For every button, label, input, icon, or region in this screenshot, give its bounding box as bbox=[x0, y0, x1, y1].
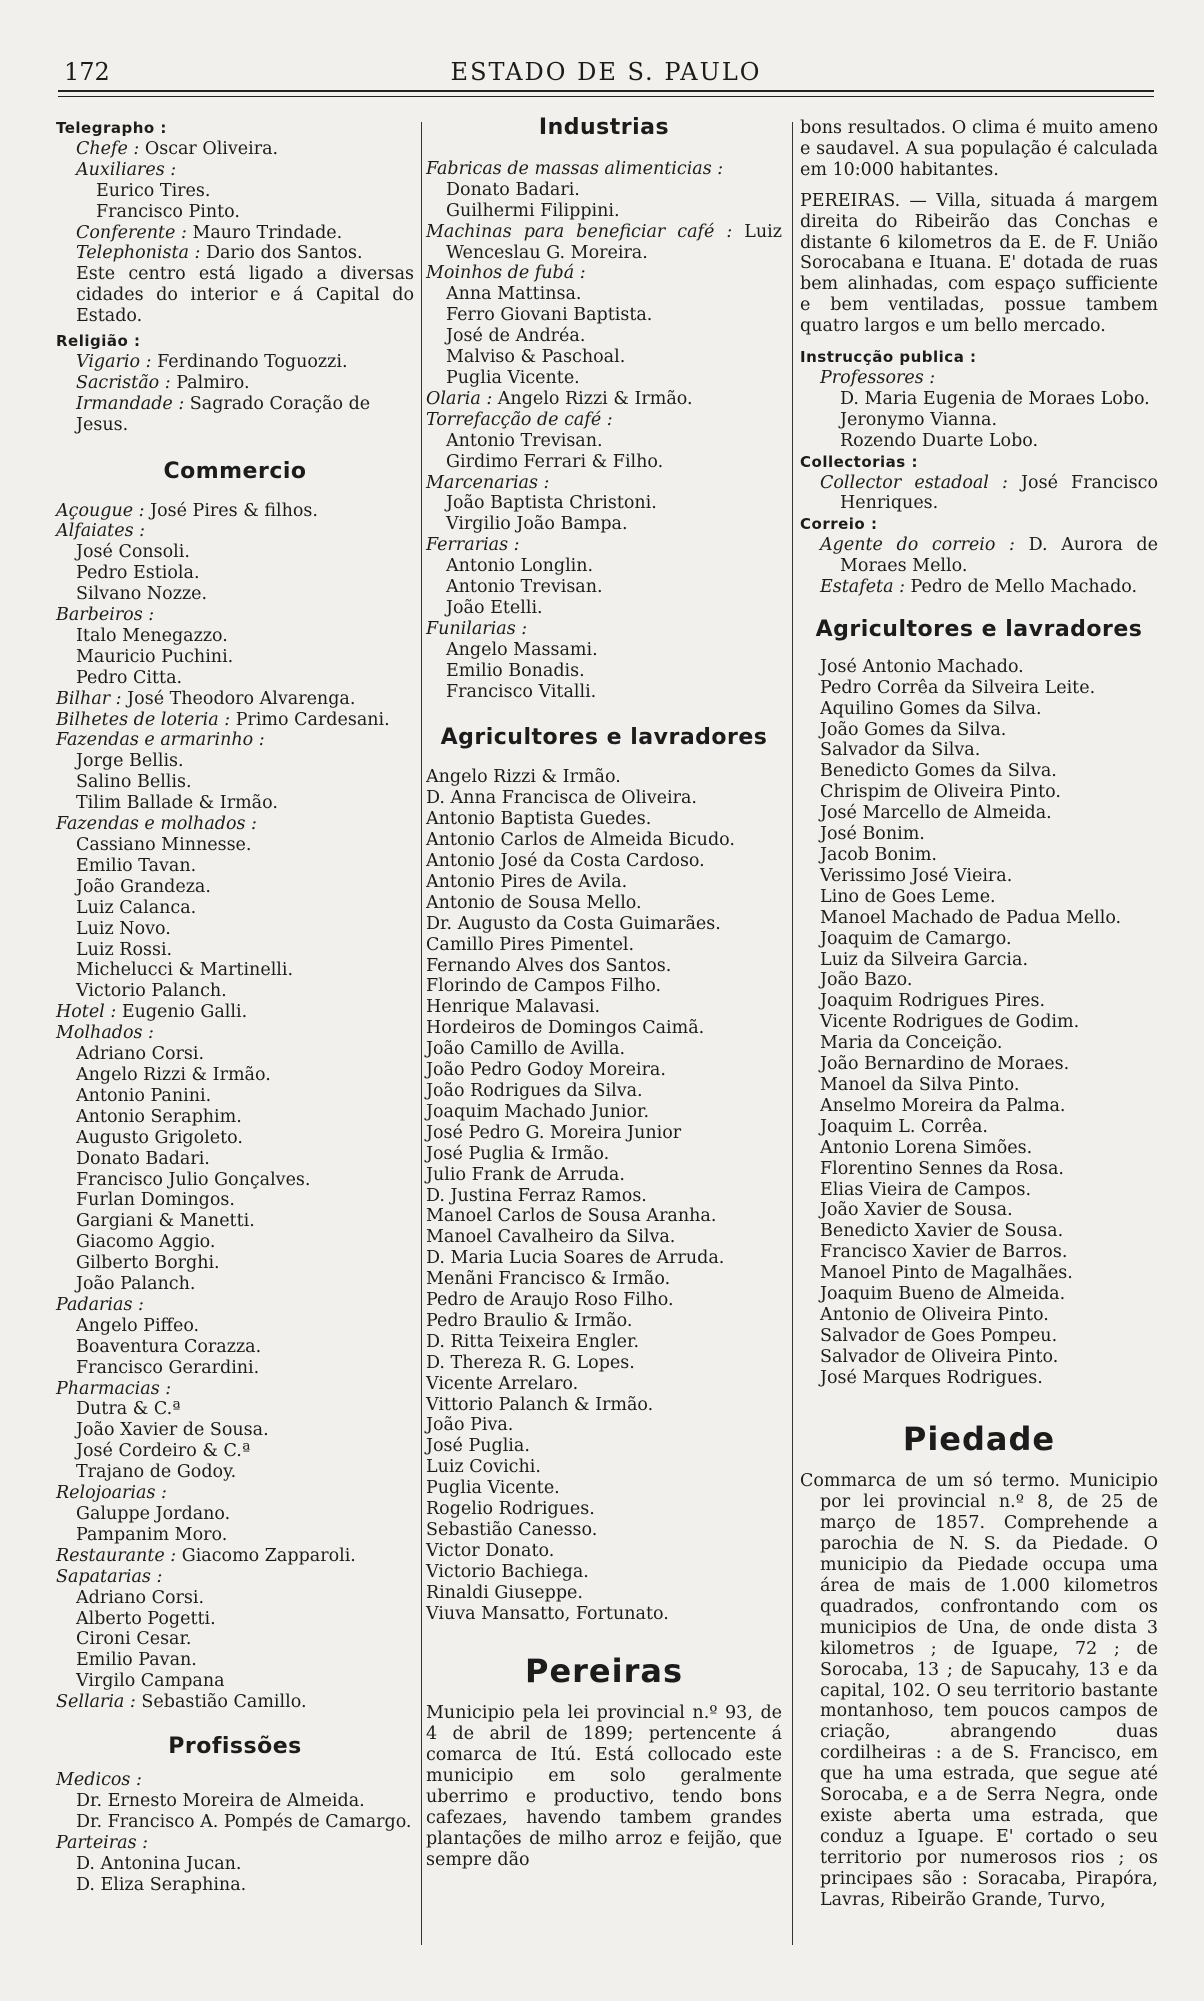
entry-hotel bbox=[56, 1002, 414, 1023]
label-medicos: Medicos : bbox=[56, 1769, 142, 1790]
list-agricultores bbox=[426, 767, 782, 1624]
label: Collector estadoal : bbox=[820, 472, 1008, 493]
label-sapatarias: Sapatarias : bbox=[56, 1566, 163, 1587]
label-auxiliares: Auxiliares : bbox=[76, 159, 177, 180]
list-item: Anna Mattinsa. bbox=[446, 284, 582, 305]
telegrapho-note: Este centro está ligado a diversas cidades do interior e á Capital do Estado. bbox=[76, 264, 414, 327]
label-torrefaccao: Torrefacção de café : bbox=[426, 409, 613, 430]
list-item: Salino Bellis. bbox=[76, 772, 192, 793]
list-item: João Etelli. bbox=[446, 597, 543, 618]
section-heading-religiao: Religião : bbox=[56, 332, 141, 351]
label-marcenarias: Marcenarias : bbox=[426, 472, 550, 493]
list-item: Rozendo Duarte Lobo. bbox=[840, 430, 1039, 451]
list-item: D. Maria Lucia Soares de Arruda. bbox=[426, 1248, 725, 1269]
list-item: Pedro Estiola. bbox=[76, 563, 200, 584]
list-item: Manoel Machado de Padua Mello. bbox=[820, 907, 1122, 928]
list-auxiliares bbox=[56, 181, 414, 223]
list-item: Victor Donato. bbox=[426, 1540, 555, 1561]
label: Açougue : bbox=[56, 500, 145, 521]
list-item: Luiz Novo. bbox=[76, 918, 171, 939]
list-item: João Grandeza. bbox=[76, 876, 211, 897]
list-item: Luiz Rossi. bbox=[76, 939, 173, 960]
list-item: Galuppe Jordano. bbox=[76, 1504, 231, 1524]
value: Sagrado Coração de Jesus. bbox=[76, 393, 371, 435]
list-item: José Consoli. bbox=[76, 542, 190, 563]
list-item: Guilhermi Filippini. bbox=[446, 200, 620, 221]
section-title-agricultores: Agricultores e lavradores bbox=[440, 725, 768, 751]
list-item: Benedicto Gomes da Silva. bbox=[820, 761, 1057, 782]
list-item: Pampanim Moro. bbox=[76, 1524, 228, 1545]
list-item: Furlan Domingos. bbox=[76, 1190, 235, 1211]
value: D. Aurora de Moraes Mello. bbox=[840, 535, 1158, 577]
list-item: Antonio de Sousa Mello. bbox=[426, 892, 642, 913]
entry-conferente bbox=[56, 223, 414, 244]
entry-agente bbox=[820, 535, 1158, 577]
list-item: José Marcello de Almeida. bbox=[820, 803, 1052, 824]
list-item: Lino de Goes Leme. bbox=[820, 886, 996, 907]
list-item: Giacomo Aggio. bbox=[76, 1232, 216, 1253]
list-item: Manoel Cavalheiro da Silva. bbox=[426, 1227, 676, 1248]
label: Bilhetes de loteria : bbox=[56, 709, 231, 730]
list-item: Manoel Pinto de Magalhães. bbox=[820, 1263, 1073, 1284]
list-item: Anselmo Moreira da Palma. bbox=[820, 1095, 1066, 1116]
list-item: Boaventura Corazza. bbox=[76, 1336, 262, 1357]
entry-chefe bbox=[56, 139, 414, 160]
list-item: Viuva Mansatto, Fortunato. bbox=[426, 1603, 669, 1624]
label: Sacristão : bbox=[76, 372, 171, 393]
list-marcenarias bbox=[426, 493, 782, 535]
list-moinhos bbox=[426, 284, 782, 389]
list-item: João Bernardino de Moraes. bbox=[820, 1054, 1070, 1075]
list-item: Jeronymo Vianna. bbox=[840, 409, 998, 430]
column-divider-2 bbox=[792, 122, 793, 1945]
list-item: Vittorio Palanch & Irmão. bbox=[426, 1394, 654, 1415]
list-item: Adriano Corsi. bbox=[76, 1587, 205, 1608]
list-item: Luiz Calanca. bbox=[76, 897, 197, 918]
label-moinhos: Moinhos de fubá : bbox=[426, 263, 586, 284]
list-item: Antonio Carlos de Almeida Bicudo. bbox=[426, 830, 735, 851]
list-sapatarias bbox=[56, 1588, 414, 1693]
list-item: José Cordeiro & C.ª bbox=[76, 1441, 251, 1462]
value: Primo Cardesani. bbox=[230, 709, 390, 730]
label-alfaiates: Alfaiates : bbox=[56, 521, 146, 542]
entry-vigario bbox=[56, 352, 414, 373]
list-item: Angelo Massami. bbox=[446, 639, 598, 660]
list-item: Emilio Tavan. bbox=[76, 855, 197, 876]
list-item: Antonio Baptista Guedes. bbox=[426, 809, 652, 830]
entry-sellaria bbox=[56, 1692, 414, 1713]
label: Chefe : bbox=[76, 138, 140, 159]
list-item: Menãni Francisco & Irmão. bbox=[426, 1269, 671, 1290]
list-item: D. Anna Francisca de Oliveira. bbox=[426, 788, 697, 809]
list-item: Tilim Ballade & Irmão. bbox=[76, 793, 278, 814]
value: Eugenio Galli. bbox=[116, 1002, 248, 1023]
list-item: Antonio José da Costa Cardoso. bbox=[426, 851, 705, 871]
label-relojoarias: Relojoarias : bbox=[56, 1483, 167, 1504]
list-item: José Marques Rodrigues. bbox=[820, 1367, 1043, 1388]
value: Angelo Rizzi & Irmão. bbox=[492, 388, 693, 409]
list-item: Elias Vieira de Campos. bbox=[820, 1179, 1032, 1200]
list-parteiras bbox=[56, 1854, 414, 1896]
list-item: Antonio Trevisan. bbox=[446, 577, 603, 598]
label: Hotel : bbox=[56, 1002, 117, 1023]
list-item: D. Maria Eugenia de Moraes Lobo. bbox=[840, 388, 1150, 409]
value: Luiz Wenceslau G. Moreira. bbox=[446, 221, 782, 263]
label: Agente do correio : bbox=[820, 535, 1015, 556]
value: Pedro de Mello Machado. bbox=[904, 577, 1138, 598]
value: Dario dos Santos. bbox=[200, 243, 363, 264]
list-item: Francisco Gerardini. bbox=[76, 1357, 260, 1378]
list-item: D. Thereza R. G. Lopes. bbox=[426, 1352, 635, 1373]
list-item: Cironi Cesar. bbox=[76, 1629, 192, 1650]
list-padarias bbox=[56, 1316, 414, 1379]
section-title-commercio: Commercio bbox=[163, 458, 307, 484]
list-item: Antonio Lorena Simões. bbox=[820, 1137, 1033, 1158]
section-title-profissoes: Profissões bbox=[168, 1734, 302, 1760]
list-item: Francisco Julio Gonçalves. bbox=[76, 1169, 311, 1190]
list-item: Antonio Pires de Avila. bbox=[426, 871, 628, 892]
list-item: Joaquim Machado Junior. bbox=[426, 1101, 650, 1122]
list-item: Manoel da Silva Pinto. bbox=[820, 1074, 1020, 1095]
list-item: Luiz Covichi. bbox=[426, 1457, 541, 1478]
label: Conferente : bbox=[76, 222, 187, 243]
list-item: Adriano Corsi. bbox=[76, 1044, 205, 1065]
list-item: Francisco Vitalli. bbox=[446, 681, 597, 702]
value: José Theodoro Alvarenga. bbox=[121, 688, 356, 709]
entry-acougue bbox=[56, 501, 414, 522]
label: Restaurante : bbox=[56, 1545, 177, 1566]
list-item: Puglia Vicente. bbox=[446, 367, 580, 388]
label-ferrarias: Ferrarias : bbox=[426, 535, 520, 556]
list-barbeiros bbox=[56, 626, 414, 689]
list-item: José Pedro G. Moreira Junior bbox=[426, 1122, 682, 1143]
list-fazendas-molhados bbox=[56, 835, 414, 1002]
list-item: Dr. Ernesto Moreira de Almeida. bbox=[76, 1790, 365, 1811]
list-molhados bbox=[56, 1044, 414, 1295]
list-item: Verissimo José Vieira. bbox=[820, 865, 1013, 886]
list-item: Joaquim Rodrigues Pires. bbox=[820, 991, 1046, 1012]
list-item: João Rodrigues da Silva. bbox=[426, 1080, 643, 1101]
list-item: Julio Frank de Arruda. bbox=[426, 1164, 625, 1185]
list-item: Cassiano Minnesse. bbox=[76, 835, 252, 855]
label-molhados: Molhados : bbox=[56, 1023, 154, 1044]
entry-restaurante bbox=[56, 1546, 414, 1567]
list-item: Dr. Augusto da Costa Guimarães. bbox=[426, 913, 721, 934]
list-item: João Gomes da Silva. bbox=[820, 719, 1007, 740]
column-2 bbox=[426, 115, 782, 1871]
list-item: João Baptista Christoni. bbox=[446, 493, 657, 514]
label-professores: Professores : bbox=[820, 367, 936, 388]
label-padarias: Padarias : bbox=[56, 1294, 144, 1315]
column-3 bbox=[800, 118, 1158, 1911]
header-rule-thick bbox=[58, 90, 1154, 92]
column-1 bbox=[56, 118, 414, 1895]
label-barbeiros: Barbeiros : bbox=[56, 605, 155, 626]
entry-telephonista bbox=[56, 243, 414, 264]
list-item: Emilio Pavan. bbox=[76, 1650, 197, 1671]
section-title-pereiras: Pereiras bbox=[524, 1651, 684, 1690]
list-item: José Puglia. bbox=[426, 1436, 530, 1457]
list-item: D. Justina Ferraz Ramos. bbox=[426, 1185, 647, 1206]
list-item: João Piva. bbox=[426, 1415, 514, 1436]
list-item: Victorio Bachiega. bbox=[426, 1561, 589, 1582]
list-item: Joaquim de Camargo. bbox=[820, 928, 1012, 949]
section-heading-instruccao: Instrucção publica : bbox=[800, 348, 977, 367]
list-pharmacias bbox=[56, 1399, 414, 1483]
list-item: Alberto Pogetti. bbox=[76, 1608, 216, 1629]
entry-olaria bbox=[426, 389, 782, 410]
list-item: Chrispim de Oliveira Pinto. bbox=[820, 782, 1061, 803]
value: Ferdinando Toguozzi. bbox=[151, 351, 348, 372]
value: Oscar Oliveira. bbox=[139, 138, 279, 159]
list-item: Virgilo Campana bbox=[76, 1671, 225, 1692]
list-item: Michelucci & Martinelli. bbox=[76, 960, 294, 981]
list-item: Gargiani & Manetti. bbox=[76, 1211, 255, 1232]
section-title-piedade: Piedade bbox=[902, 1419, 1056, 1458]
list-item: Malviso & Paschoal. bbox=[446, 347, 626, 368]
list-item: José de Andréa. bbox=[446, 326, 586, 347]
value: José Francisco Henriques. bbox=[840, 472, 1158, 514]
label: Irmandade : bbox=[76, 393, 185, 414]
list-item: Antonio Seraphim. bbox=[76, 1106, 242, 1127]
value: Giacomo Zapparoli. bbox=[176, 1545, 356, 1566]
list-item: Joaquim L. Corrêa. bbox=[820, 1116, 988, 1137]
entry-collector bbox=[820, 473, 1158, 515]
list-item: Dutra & C.ª bbox=[76, 1399, 181, 1420]
label: Telephonista : bbox=[76, 243, 201, 264]
list-alfaiates bbox=[56, 542, 414, 605]
list-item: João Pedro Godoy Moreira. bbox=[426, 1060, 666, 1081]
list-item: Benedicto Xavier de Sousa. bbox=[820, 1221, 1064, 1242]
list-fazendas-armarinho bbox=[56, 751, 414, 814]
entry-machinas bbox=[426, 222, 782, 264]
list-item: Francisco Pinto. bbox=[96, 201, 240, 222]
list-massas bbox=[426, 180, 782, 222]
list-item: Angelo Rizzi & Irmão. bbox=[426, 767, 621, 788]
list-item: Angelo Piffeo. bbox=[76, 1315, 200, 1336]
section-heading-correio: Correio : bbox=[800, 515, 878, 534]
label-fazendas-armarinho: Fazendas e armarinho : bbox=[56, 730, 265, 751]
list-item: Francisco Xavier de Barros. bbox=[820, 1242, 1068, 1263]
label: Vigario : bbox=[76, 351, 152, 372]
list-item: Girdimo Ferrari & Filho. bbox=[446, 451, 664, 472]
list-professores bbox=[800, 389, 1158, 452]
label: Sellaria : bbox=[56, 1692, 136, 1713]
list-item: D. Antonina Jucan. bbox=[76, 1853, 242, 1874]
list-item: Vicente Rodrigues de Godim. bbox=[820, 1012, 1080, 1033]
list-item: Jacob Bonim. bbox=[820, 845, 937, 865]
entry-estafeta bbox=[800, 577, 1158, 598]
list-item: D. Ritta Teixeira Engler. bbox=[426, 1331, 640, 1352]
pereiras-continued: bons resultados. O clima é muito ameno e saudavel. A sua população é calculada em 10:000 habitantes. bbox=[800, 118, 1158, 180]
list-item: Gilberto Borghi. bbox=[76, 1253, 220, 1274]
piedade-text: Commarca de um só termo. Municipio por lei provincial n.º 8, de 25 de março de 1857. Comprehende a parochia de N. S. da Piedade. O municipio da Piedade occupa uma área de mais de 1.000 kilometros quadrados, confrontando com os municipios de Una, de onde dista 3 kilometros ; de Iguape, 72 ; de Sorocaba, 13 ; de Sapucahy, 13 e da capital, 102. O seu territorio bastante montanhoso, tem poucos campos de criação, abrangendo duas cordilheiras : a de S. Francisco, em que ha uma estrada, que segue até Sorocaba, e a de Serra Negra, onde existe aberta uma estrada, que conduz a Iguape. E' cortado o seu territorio por numerosos rios ; os principaes são : Soracaba, Pirapóra, Lavras, Ribeirão Grande, Turvo, bbox=[800, 1471, 1158, 1910]
list-item: José Puglia & Irmão. bbox=[426, 1143, 610, 1164]
list-item: Sebastião Canesso. bbox=[426, 1520, 598, 1540]
list-item: Pedro Citta. bbox=[76, 667, 183, 688]
value: Palmiro. bbox=[170, 372, 250, 393]
page-header bbox=[58, 52, 1154, 88]
entry-irmandade bbox=[56, 394, 414, 436]
list-item: Fernando Alves dos Santos. bbox=[426, 955, 672, 976]
list-item: Aquilino Gomes da Silva. bbox=[820, 698, 1042, 719]
pereiras-text: Municipio pela lei provincial n.º 93, de 4 de abril de 1899; pertencente á comarca de Itú. Está collocado este municipio em solo geralmente uberrimo e productivo, tendo bons cafezaes, havendo tambem grandes plantações de milho arroz e feijão, que sempre dão bbox=[426, 1703, 782, 1870]
list-item: Henrique Malavasi. bbox=[426, 997, 601, 1018]
list-item: João Camillo de Avilla. bbox=[426, 1039, 626, 1060]
label: Olaria : bbox=[426, 388, 493, 409]
list-item: Luiz da Silveira Garcia. bbox=[820, 949, 1029, 970]
list-item: João Palanch. bbox=[76, 1274, 196, 1295]
label: Machinas para beneficiar café : bbox=[426, 221, 733, 242]
entry-sacristao bbox=[56, 373, 414, 394]
list-item: João Bazo. bbox=[820, 970, 913, 991]
entry-bilhetes bbox=[56, 710, 414, 731]
list-item: Florentino Sennes da Rosa. bbox=[820, 1158, 1064, 1179]
list-item: Virgilio João Bampa. bbox=[446, 514, 628, 535]
list-item: Antonio Trevisan. bbox=[446, 430, 603, 451]
list-item: João Xavier de Sousa. bbox=[820, 1200, 1013, 1221]
list-torrefaccao bbox=[426, 431, 782, 473]
list-item: Vicente Arrelaro. bbox=[426, 1373, 579, 1394]
list-item: Pedro de Araujo Roso Filho. bbox=[426, 1290, 674, 1311]
list-item: Jorge Bellis. bbox=[76, 751, 184, 772]
list-item: José Bonim. bbox=[820, 824, 925, 845]
label-pharmacias: Pharmacias : bbox=[56, 1378, 172, 1399]
list-ferrarias bbox=[426, 556, 782, 619]
list-item: Pedro Braulio & Irmão. bbox=[426, 1310, 633, 1331]
list-item: Florindo de Campos Filho. bbox=[426, 976, 662, 997]
list-item: Mauricio Puchini. bbox=[76, 646, 234, 667]
list-agricultores-3 bbox=[800, 657, 1158, 1389]
list-item: Salvador da Silva. bbox=[820, 740, 981, 761]
section-heading-collectorias: Collectorias : bbox=[800, 452, 918, 471]
list-item: Pedro Corrêa da Silveira Leite. bbox=[820, 677, 1096, 698]
list-item: José Antonio Machado. bbox=[820, 656, 1024, 677]
list-item: Joaquim Bueno de Almeida. bbox=[820, 1284, 1066, 1305]
section-heading-telegrapho: Telegrapho : bbox=[56, 119, 167, 137]
list-item: Trajano de Godoy. bbox=[76, 1462, 237, 1483]
label-fazendas-molhados: Fazendas e molhados : bbox=[56, 814, 257, 835]
list-item: Rinaldi Giuseppe. bbox=[426, 1582, 583, 1603]
list-item: Antonio de Oliveira Pinto. bbox=[820, 1304, 1049, 1325]
label: Bilhar : bbox=[56, 688, 122, 709]
value: José Pires & filhos. bbox=[144, 500, 318, 521]
pereiras-villa: PEREIRAS. — Villa, situada á margem direita do Ribeirão das Conchas e distante 6 kilometros da E. de F. União Sorocabana e Ituana. E' dotada de ruas bem alinhadas, com espaço sufficiente e bem ventiladas, possue tambem quatro largos e um bello mercado. bbox=[800, 190, 1158, 337]
value: Mauro Trindade. bbox=[186, 222, 343, 243]
list-item: Salvador de Oliveira Pinto. bbox=[820, 1346, 1059, 1367]
list-item: Ferro Giovani Baptista. bbox=[446, 305, 653, 326]
list-item: Donato Badari. bbox=[76, 1148, 210, 1169]
list-relojoarias bbox=[56, 1504, 414, 1546]
list-item: Salvador de Goes Pompeu. bbox=[820, 1325, 1058, 1346]
page-title: ESTADO DE S. PAULO bbox=[450, 58, 762, 86]
list-item: Puglia Vicente. bbox=[426, 1478, 560, 1499]
label-funilarias: Funilarias : bbox=[426, 618, 528, 639]
list-item: Antonio Longlin. bbox=[446, 556, 594, 577]
list-item: Eurico Tires. bbox=[96, 180, 211, 201]
list-item: Silvano Nozze. bbox=[76, 584, 208, 605]
entry-bilhar bbox=[56, 689, 414, 710]
list-funilarias bbox=[426, 640, 782, 703]
list-item: Antonio Panini. bbox=[76, 1085, 212, 1106]
label-massas: Fabricas de massas alimenticias : bbox=[426, 158, 724, 179]
section-title-agricultores-3: Agricultores e lavradores bbox=[815, 616, 1143, 642]
list-item: Rogelio Rodrigues. bbox=[426, 1499, 595, 1520]
list-item: D. Eliza Seraphina. bbox=[76, 1874, 247, 1895]
value: Sebastião Camillo. bbox=[135, 1692, 307, 1713]
list-item: Emilio Bonadis. bbox=[446, 660, 585, 681]
list-item: Angelo Rizzi & Irmão. bbox=[76, 1064, 271, 1085]
label-parteiras: Parteiras : bbox=[56, 1832, 149, 1853]
section-title-industrias: Industrias bbox=[538, 115, 670, 140]
list-item: Italo Menegazzo. bbox=[76, 625, 228, 646]
list-item: Augusto Grigoleto. bbox=[76, 1127, 243, 1148]
list-item: Dr. Francisco A. Pompés de Camargo. bbox=[76, 1811, 412, 1832]
list-medicos bbox=[56, 1791, 414, 1833]
list-item: Victorio Palanch. bbox=[76, 981, 227, 1002]
list-item: Camillo Pires Pimentel. bbox=[426, 934, 635, 955]
list-item: Maria da Conceição. bbox=[820, 1033, 1003, 1054]
list-item: Manoel Carlos de Sousa Aranha. bbox=[426, 1206, 717, 1227]
label: Estafeta : bbox=[820, 577, 905, 598]
page-number: 172 bbox=[64, 58, 110, 86]
list-item: João Xavier de Sousa. bbox=[76, 1420, 269, 1441]
list-item: Hordeiros de Domingos Caimã. bbox=[426, 1018, 705, 1039]
header-rule-thin bbox=[58, 96, 1154, 97]
column-divider-1 bbox=[421, 122, 422, 1945]
list-item: Donato Badari. bbox=[446, 179, 580, 200]
